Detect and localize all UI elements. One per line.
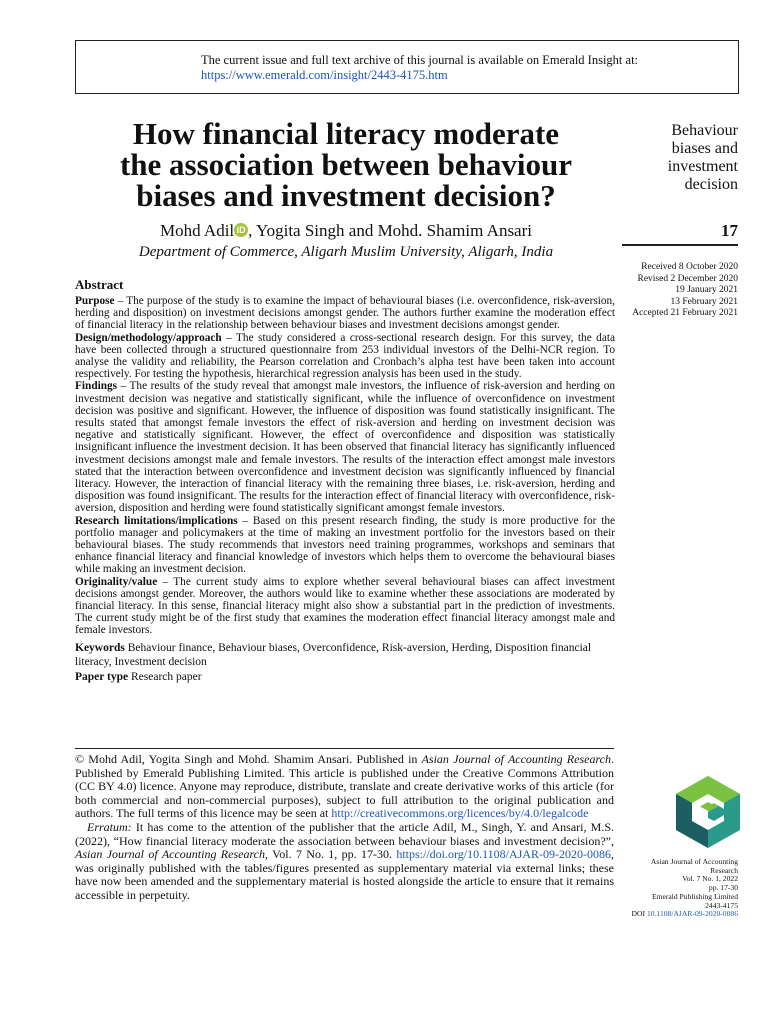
section-text: – The results of the study reveal that amongst male investors, the influence of risk-aversion and herding on investment decision was negative and statistically significant, while the influence of overconfidence on investment decision was positive and significant. However, the influence of disposition was found statistically insignificant. The results stated that amongst female investors the effect of risk-aversion and herding on investment decision was negative and statistically significant. However, the effect of overconfidence and disposition was statistically insignificant influence the investment decision. It has been observed that financial literacy has significantly influenced investment decisions amongst male and female investors. The results of the interaction effect amongst male investors stated that the interaction between overconfidence and investment decision was significantly influenced by financial literacy. However, the interaction of financial literacy with the remaining three biases, i.e. risk-aversion, herding and disposition was found insignificant. The results for the interaction effect of financial literacy with overconfidence, risk-aversion, disposition and herding were found statistically significant amongst female investors. bbox=[75, 380, 615, 515]
abstract-design bbox=[75, 332, 615, 381]
abstract bbox=[75, 277, 615, 684]
date-revised: 19 January 2021 bbox=[675, 285, 738, 295]
journal-info-line: pp. 17-30 bbox=[708, 883, 738, 893]
erratum-paragraph bbox=[75, 821, 614, 903]
doi-label: DOI bbox=[631, 909, 647, 919]
abstract-heading: Abstract bbox=[75, 277, 124, 292]
license-text: . Published by Emerald Publishing Limited. This article is published under the Creative Commons Attribution (CC BY 4.0) licence. Anyone may reproduce, distribute, translate and create derivative works of this article (for both commercial and non-commercial purposes), subject to full attribution to the original publication and authors. The full terms of this licence may be seen at bbox=[75, 752, 614, 821]
running-title-line: decision bbox=[684, 176, 738, 193]
keywords-text: Behaviour finance, Behaviour biases, Overconfidence, Risk-aversion, Herding, Disposition financial literacy, Investment decision bbox=[75, 641, 592, 668]
archive-url-link[interactable]: https://www.emerald.com/insight/2443-4175.htm bbox=[201, 68, 448, 82]
affiliation: Department of Commerce, Aligarh Muslim University, Aligarh, India bbox=[138, 244, 554, 260]
author-names-rest: , Yogita Singh and Mohd. Shamim Ansari bbox=[248, 221, 532, 240]
section-label: Purpose bbox=[75, 295, 115, 307]
sidebar-divider bbox=[622, 244, 738, 246]
journal-info bbox=[618, 858, 738, 919]
running-title-line: Behaviour bbox=[671, 122, 738, 139]
doi-link[interactable]: https://doi.org/10.1108/AJAR-09-2020-0086 bbox=[396, 847, 611, 862]
section-text: – Based on this present research finding, the study is more productive for the portfolio manager and policymakers at the time of making an investment portfolio for the investors based on their behavioural biases. The study recommends that investors need training programmes, workshops and seminars that enhance financial literacy and financial knowledge of investors which helps them to overcome the behavioural biases while making an investment decision. bbox=[75, 514, 615, 576]
abstract-originality bbox=[75, 576, 615, 637]
section-text: – The purpose of the study is to examine the impact of behavioural biases (i.e. overconfidence, risk-aversion, herding and disposition) on investment decisions amongst gender. The authors further examine the moderation effect of financial literacy in the relationship between behaviour biases and investment decisions amongst gender. bbox=[75, 295, 615, 332]
page-number: 17 bbox=[721, 221, 738, 240]
date-revised: Revised 2 December 2020 bbox=[637, 273, 738, 284]
journal-name: Asian Journal of Accounting Research bbox=[75, 847, 266, 862]
abstract-limitations bbox=[75, 515, 615, 576]
section-label: Originality/value bbox=[75, 575, 158, 588]
paper-type bbox=[75, 670, 615, 684]
keywords-label: Keywords bbox=[75, 641, 125, 654]
archive-notice-text: The current issue and full text archive of this journal is available on Emerald Insight at: bbox=[201, 53, 639, 67]
paper-type-label: Paper type bbox=[75, 670, 129, 683]
license-paragraph bbox=[75, 753, 614, 821]
journal-info-line: Vol. 7 No. 1, 2022 bbox=[682, 874, 738, 884]
running-title-line: biases and bbox=[671, 140, 738, 157]
erratum-text: , was originally published with the tables/figures presented as supplementary material via external links; these have now been amended and the supplementary material is hosted alongside the article to ensure that it remains accessible in perpetuity. bbox=[75, 847, 614, 902]
orcid-icon[interactable]: iD bbox=[234, 223, 248, 237]
journal-info-line: 2443-4175 bbox=[705, 900, 738, 910]
journal-name: Asian Journal of Accounting Research bbox=[421, 752, 611, 766]
authors-line bbox=[70, 221, 622, 241]
license-link[interactable]: http://creativecommons.org/licences/by/4.0/legalcode bbox=[331, 806, 589, 821]
archive-notice-box bbox=[75, 40, 739, 94]
journal-info-line: Research bbox=[710, 865, 738, 875]
running-title-line: investment bbox=[667, 158, 738, 175]
section-label: Design/methodology/approach bbox=[75, 331, 222, 344]
paper-type-text: Research paper bbox=[128, 670, 202, 683]
journal-info-line: Emerald Publishing Limited bbox=[651, 891, 738, 901]
date-received: Received 8 October 2020 bbox=[641, 262, 738, 272]
erratum-text: , Vol. 7 No. 1, pp. 17-30. bbox=[265, 847, 397, 862]
section-text: – The study considered a cross-sectional research design. For this survey, the data have been collected through a structured questionnaire from 253 individual investors of the Delhi-NCR region. To analyse the validity and reliability, the Pearson correlation and Cronbach’s alpha test have been taken into account respectively. For testing the hypothesis, hierarchical regression analysis has been used in the study. bbox=[75, 331, 615, 381]
date-accepted: Accepted 21 February 2021 bbox=[632, 308, 738, 318]
date-revised: 13 February 2021 bbox=[670, 296, 738, 307]
section-label: Findings bbox=[75, 380, 118, 393]
footnote-divider bbox=[75, 748, 614, 749]
section-text: – The current study aims to explore whether several behavioural biases can affect investment decisions amongst gender. Moreover, the authors would like to examine whether these associations are moderated by financial literacy. In this sense, financial literacy might also show a substantial part in the prediction of investments. The current study might be of the first study that examines the moderation effect financial literacy amongst male and female investors. bbox=[75, 575, 615, 637]
erratum-label: Erratum: bbox=[87, 819, 132, 834]
title-line: biases and investment decision? bbox=[136, 178, 556, 213]
erratum-text: It has come to the attention of the publisher that the article Adil, M., Singh, Y. and Ansari, M.S. (2022), “How financial literacy moderate the association between behaviour biases and investment decision?”, bbox=[75, 819, 614, 848]
doi-value-link[interactable]: 10.1108/AJAR-09-2020-0086 bbox=[646, 909, 738, 919]
journal-info-line: Asian Journal of Accounting bbox=[650, 857, 738, 866]
article-title bbox=[70, 118, 622, 211]
running-title bbox=[622, 122, 738, 194]
license-text: © Mohd Adil, Yogita Singh and Mohd. Shamim Ansari. Published in bbox=[75, 752, 422, 766]
title-line: the association between behaviour bbox=[119, 147, 573, 182]
doi-line bbox=[618, 910, 738, 919]
abstract-findings bbox=[75, 380, 615, 514]
article-history-dates bbox=[618, 262, 738, 320]
abstract-purpose bbox=[75, 295, 615, 332]
section-label: Research limitations/implications bbox=[75, 514, 238, 527]
journal-logo-icon bbox=[676, 776, 740, 848]
license-notice bbox=[75, 753, 614, 903]
keywords bbox=[75, 641, 615, 669]
title-line: How financial literacy moderate bbox=[132, 116, 560, 151]
author-name: Mohd Adil bbox=[160, 221, 235, 240]
